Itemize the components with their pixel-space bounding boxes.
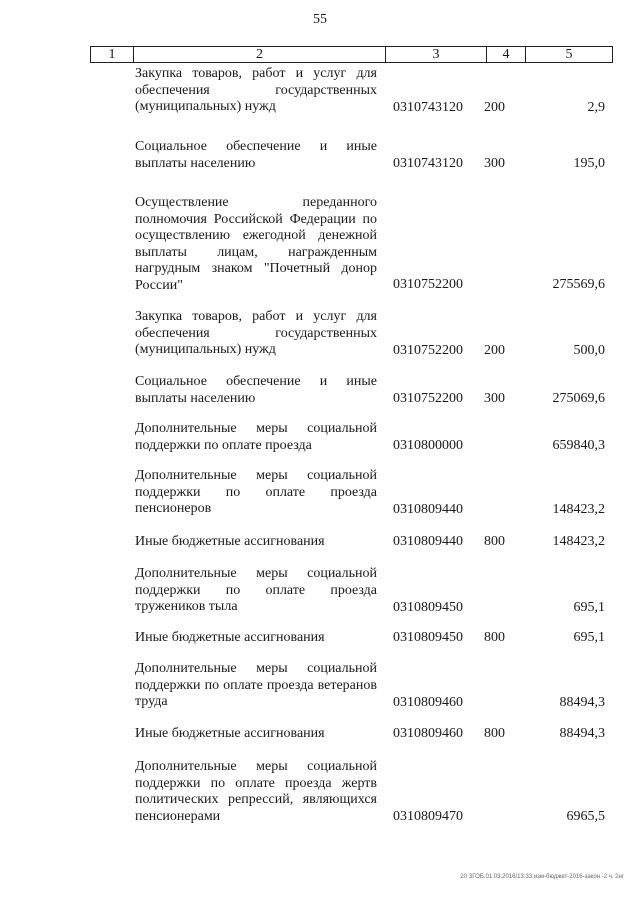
row-kind: 800 — [484, 630, 505, 645]
row-amount: 88494,3 — [559, 726, 605, 741]
row-name: Закупка товаров, работ и услуг для обеспечения государственных (муниципальных) нужд — [135, 66, 377, 114]
column-header-2: 2 — [134, 47, 386, 63]
row-amount: 148423,2 — [552, 534, 605, 549]
row-amount: 148423,2 — [552, 502, 605, 517]
row-amount: 275069,6 — [552, 391, 605, 406]
row-code: 0310809460 — [393, 726, 463, 741]
row-amount: 275569,6 — [552, 277, 605, 292]
row-name: Иные бюджетные ассигнования — [135, 726, 325, 741]
row-code: 0310752200 — [393, 343, 463, 358]
column-header-1: 1 — [91, 47, 134, 63]
row-name: Осуществление переданного полномочия Российской Федерации по осуществлению ежегодной денежной выплаты лицам, награжденным нагрудным знаком "Почетный донор России" — [135, 195, 377, 293]
row-kind: 200 — [484, 100, 505, 115]
column-header-4: 4 — [487, 47, 526, 63]
row-amount: 195,0 — [573, 156, 605, 171]
row-kind: 800 — [484, 534, 505, 549]
row-code: 0310809450 — [393, 600, 463, 615]
row-code: 0310752200 — [393, 277, 463, 292]
row-code: 0310752200 — [393, 391, 463, 406]
row-name: Дополнительные меры социальной поддержки по оплате проезда тружеников тыла — [135, 566, 377, 614]
column-header-row — [90, 46, 613, 63]
column-header-3: 3 — [386, 47, 487, 63]
row-code: 0310809440 — [393, 502, 463, 517]
row-name: Дополнительные меры социальной поддержки по оплате проезда пенсионеров — [135, 468, 377, 516]
footer-document-id: 20 ЗГОБ.01.03.2016/13:33:изм-бюджет-2016-закон -2 ч. 2нг — [460, 874, 624, 880]
row-code: 0310800000 — [393, 438, 463, 453]
row-code: 0310809460 — [393, 695, 463, 710]
row-kind: 200 — [484, 343, 505, 358]
row-amount: 500,0 — [573, 343, 605, 358]
row-kind: 800 — [484, 726, 505, 741]
row-name: Социальное обеспечение и иные выплаты населению — [135, 139, 377, 171]
row-code: 0310743120 — [393, 156, 463, 171]
row-name: Дополнительные меры социальной поддержки по оплате проезда жертв политических репрессий, являющихся пенсионерами — [135, 759, 377, 824]
row-name: Иные бюджетные ассигнования — [135, 630, 325, 645]
row-name: Дополнительные меры социальной поддержки по оплате проезда ветеранов труда — [135, 661, 377, 709]
row-amount: 695,1 — [573, 600, 605, 615]
row-name: Дополнительные меры социальной поддержки по оплате проезда — [135, 421, 377, 453]
column-header-5: 5 — [526, 47, 613, 63]
row-code: 0310809450 — [393, 630, 463, 645]
row-kind: 300 — [484, 391, 505, 406]
row-name: Иные бюджетные ассигнования — [135, 534, 325, 549]
row-code: 0310809440 — [393, 534, 463, 549]
row-kind: 300 — [484, 156, 505, 171]
row-amount: 88494,3 — [559, 695, 605, 710]
row-code: 0310743120 — [393, 100, 463, 115]
row-name: Закупка товаров, работ и услуг для обеспечения государственных (муниципальных) нужд — [135, 309, 377, 357]
row-code: 0310809470 — [393, 809, 463, 824]
row-amount: 6965,5 — [566, 809, 605, 824]
row-amount: 659840,3 — [552, 438, 605, 453]
row-name: Социальное обеспечение и иные выплаты населению — [135, 374, 377, 406]
page-number: 55 — [313, 12, 327, 27]
row-amount: 2,9 — [587, 100, 605, 115]
row-amount: 695,1 — [573, 630, 605, 645]
